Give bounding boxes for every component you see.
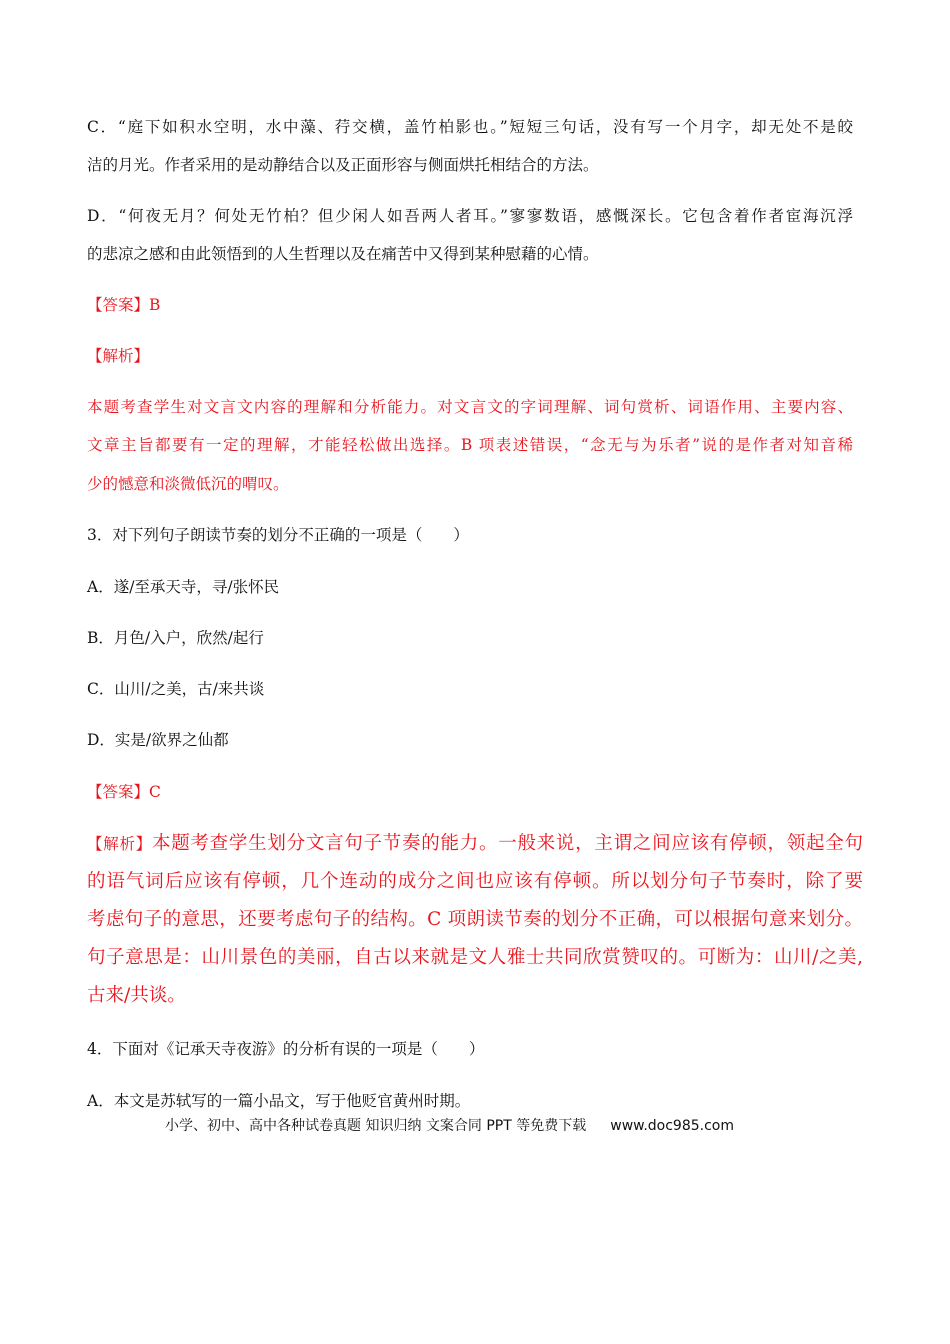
page-footer (165, 1115, 734, 1135)
q2-analysis-label: 【解析】 (87, 347, 150, 365)
q3-analysis-line: 考虑句子的意思，还要考虑句子的结构。C 项朗读节奏的划分不正确，可以根据句意来划分。 (87, 909, 863, 930)
q4-question: 4．下面对《记承天寺夜游》的分析有误的一项是（ ） (87, 1040, 485, 1058)
q2-analysis-line: 本题考查学生对文言文内容的理解和分析能力。对文言文的字词理解、词句赏析、词语作用、主要内容、 (87, 398, 853, 416)
q3-analysis-label: 【解析】 (87, 835, 152, 853)
q3-question: 3．对下列句子朗读节奏的划分不正确的一项是（ ） (87, 526, 469, 544)
q2-answer: 【答案】B (87, 296, 161, 314)
q3-analysis-line1 (87, 831, 863, 857)
q3-analysis-line: 古来/共谈。 (87, 985, 186, 1006)
q3-option-b: B．月色/入户，欣然/起行 (87, 629, 264, 647)
q2-analysis-line: 少的憾意和淡微低沉的喟叹。 (87, 475, 289, 493)
footer-text: 小学、初中、高中各种试卷真题 知识归纳 文案合同 PPT 等免费下载 (165, 1118, 587, 1134)
q3-analysis-line: 的语气词后应该有停顿，几个连动的成分之间也应该有停顿。所以划分句子节奏时，除了要 (87, 871, 863, 892)
footer-url[interactable]: www.doc985.com (610, 1118, 734, 1134)
q3-analysis-line: 句子意思是：山川景色的美丽，自古以来就是文人雅士共同欣赏赞叹的。可断为：山川/之美, (87, 947, 863, 968)
q3-answer: 【答案】C (87, 783, 161, 801)
option-c-line2: 洁的月光。作者采用的是动静结合以及正面形容与侧面烘托相结合的方法。 (87, 156, 599, 174)
option-d-line2: 的悲凉之感和由此领悟到的人生哲理以及在痛苦中又得到某种慰藉的心情。 (87, 245, 599, 263)
q2-analysis-line: 文章主旨都要有一定的理解，才能轻松做出选择。B 项表述错误，“念无与为乐者”说的是作者对知音稀 (87, 436, 853, 454)
q3-option-a: A．遂/至承天寺，寻/张怀民 (87, 578, 280, 596)
q4-option-a: A．本文是苏轼写的一篇小品文，写于他贬官黄州时期。 (87, 1092, 471, 1110)
q3-option-d: D．实是/欲界之仙都 (87, 731, 229, 749)
q3-option-c: C．山川/之美，古/来共谈 (87, 680, 265, 698)
option-d-line1: D．“何夜无月？何处无竹柏？但少闲人如吾两人者耳。”寥寥数语，感慨深长。它包含着作者宦海沉浮 (87, 207, 853, 225)
q3-analysis-text: 本题考查学生划分文言句子节奏的能力。一般来说，主谓之间应该有停顿，领起全句 (151, 833, 863, 854)
option-c-line1: C．“庭下如积水空明，水中藻、荇交横，盖竹柏影也。”短短三句话，没有写一个月字，却无处不是皎 (87, 118, 853, 136)
